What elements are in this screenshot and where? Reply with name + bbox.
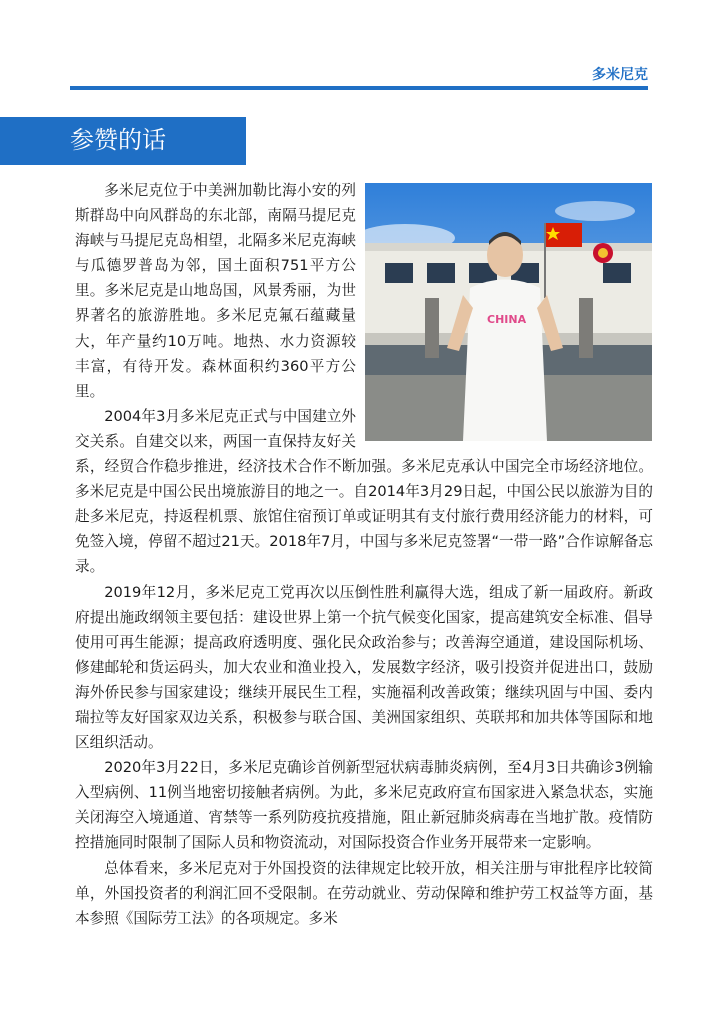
header-divider [70,86,648,90]
paragraph-government: 2019年12月，多米尼克工党再次以压倒性胜利赢得大选，组成了新一届政府。新政府提出施政纲领主要包括：建设世界上第一个抗气候变化国家，提高建筑安全标准、倡导使用可再生能源；提高政府透明度、强化民众政治参与；改善海空通道，建设国际机场、修建邮轮和货运码头，加大农业和渔业投入，发展数字经济，吸引投资并促进出口，鼓励海外侨民参与国家建设；继续开展民生工程，实施福利改善政策；继续巩固与中国、委内瑞拉等友好国家双边关系，积极参与联合国、美洲国家组织、英联邦和加共体等国际和地区组织活动。 [75,583,653,752]
paragraph-pandemic: 2020年3月22日，多米尼克确诊首例新型冠状病毒肺炎病例，至4月3日共确诊3例输入型病例、11例当地密切接触者病例。为此，多米尼克政府宣布国家进入紧急状态，实施关闭海空入境通道、宵禁等一系列防疫抗疫措施，阻止新冠肺炎病毒在当地扩散。疫情防控措施同时限制了国际人员和物资流动，对国际投资合作业务开展带来一定影响。 [75,759,653,852]
paragraph-investment: 总体看来，多米尼克对于外国投资的法律规定比较开放，相关注册与审批程序比较简单，外国投资者的利润汇回不受限制。在劳动就业、劳动保障和维护劳工权益等方面，基本参照《国际劳工法》的各项规定。多米 [75,859,653,927]
shirt-print-text: CHINA [487,313,527,326]
section-title: 参赞的话 [70,126,166,154]
paragraph-relations: 2004年3月多米尼克正式与中国建立外交关系。自建交以来，两国一直保持友好关系，经贸合作稳步推进，经济技术合作不断加强。多米尼克承认中国完全市场经济地位。多米尼克是中国公民出境旅游目的地之一。自2014年3月29日起，中国公民以旅游为目的赴多米尼克，持返程机票、旅馆住宿预订单或证明其有支付旅行费用经济能力的材料，可免签入境，停留不超过21天。2018年7月，中国与多米尼克签署“一带一路”合作谅解备忘录。 [75,407,653,576]
photo-wrap-spacer [356,178,653,440]
paragraph-intro: 多米尼克位于中美洲加勒比海小安的列斯群岛中向风群岛的东北部，南隔马提尼克海峡与马提尼克岛相望，北隔多米尼克海峡与瓜德罗普岛为邻，国土面积751平方公里。多米尼克是山地岛国，风景秀丽，为世界著名的旅游胜地。多米尼克氟石蕴藏量大，年产量约10万吨。地热、水力资源较丰富，有待开发。森林面积约360平方公里。 [75,182,356,400]
article-body [75,178,653,931]
header-section-label: 多米尼克 [592,67,648,83]
